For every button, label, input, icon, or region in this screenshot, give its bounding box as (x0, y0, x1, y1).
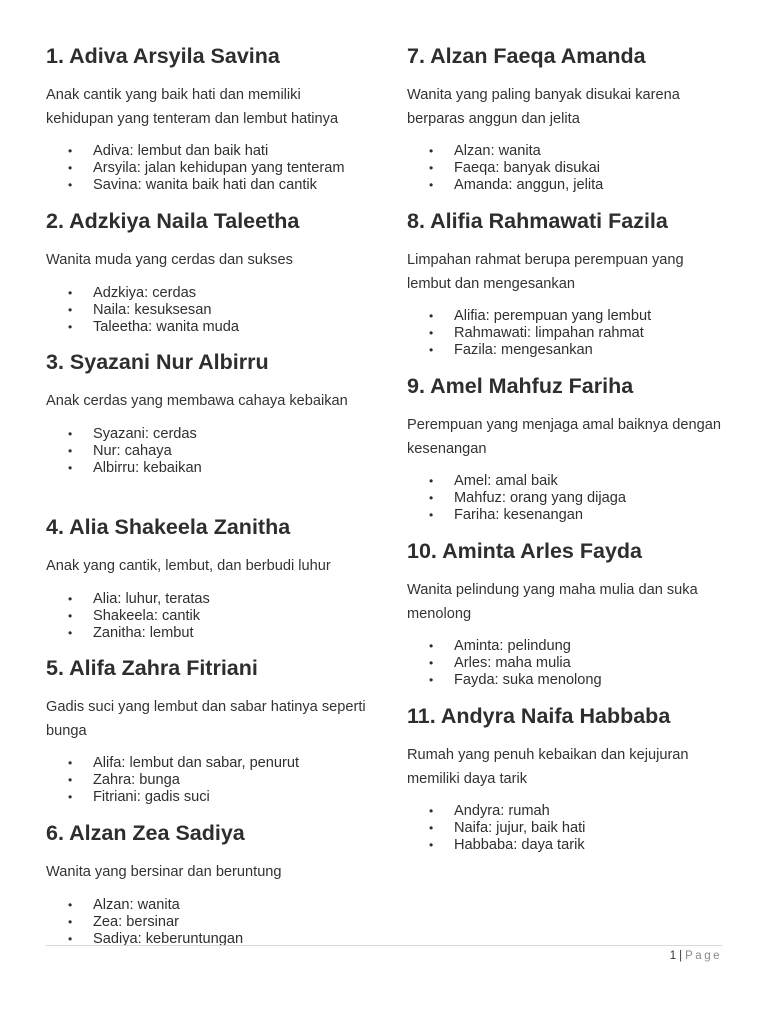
footer-divider (46, 945, 722, 946)
meaning-text: Zanitha: lembut (93, 624, 194, 641)
meaning-list (46, 285, 366, 336)
meaning-text: Fayda: suka menolong (454, 672, 602, 688)
name-entry (407, 42, 727, 194)
meaning-item (46, 319, 366, 336)
meaning-text: Fazila: mengesankan (454, 342, 593, 358)
meaning-item (46, 160, 366, 177)
meaning-text: Arsyila: jalan kehidupan yang tenteram (93, 160, 345, 176)
bullet-icon: • (429, 144, 434, 158)
entry-description: Gadis suci yang lembut dan sabar hatinya seperti bunga (46, 699, 366, 739)
page-number: 1 (669, 950, 677, 962)
meaning-item (407, 143, 727, 160)
bullet-icon: • (68, 625, 73, 640)
bullet-icon: • (68, 914, 73, 929)
name-entry (46, 42, 366, 194)
entry-description: Limpahan rahmat berupa perempuan yang lembut dan mengesankan (407, 252, 684, 292)
meaning-text: Adzkiya: cerdas (93, 284, 197, 301)
meaning-text: Zahra: bunga (93, 772, 180, 788)
entry-description: Rumah yang penuh kebaikan dan kejujuran memiliki daya tarik (407, 747, 689, 787)
entry-title: 6. Alzan Zea Sadiya (46, 821, 245, 845)
meaning-text: Nur: cahaya (93, 442, 172, 459)
meaning-item (407, 473, 727, 490)
entry-title: 3. Syazani Nur Albirru (46, 350, 269, 374)
meaning-item (46, 460, 366, 477)
page-footer (670, 948, 722, 964)
entry-title: 10. Aminta Arles Fayda (407, 539, 642, 563)
meaning-text: Mahfuz: orang yang dijaga (454, 490, 626, 506)
bullet-icon: • (68, 443, 73, 458)
meaning-item (46, 897, 366, 914)
bullet-icon: • (429, 178, 434, 192)
bullet-icon: • (68, 144, 73, 158)
bullet-icon: • (429, 656, 434, 670)
meaning-item (407, 803, 727, 820)
meaning-list (46, 897, 366, 948)
entry-title: 8. Alifia Rahmawati Fazila (407, 209, 668, 233)
meaning-item (46, 302, 366, 319)
meaning-list (46, 143, 366, 194)
meaning-item (407, 177, 727, 194)
bullet-icon: • (68, 161, 73, 175)
entry-title: 11. Andyra Naifa Habbaba (407, 704, 671, 728)
bullet-icon: • (68, 756, 73, 770)
bullet-icon: • (68, 319, 73, 334)
meaning-text: Syazani: cerdas (93, 425, 197, 442)
meaning-item (407, 507, 727, 524)
meaning-text: Rahmawati: limpahan rahmat (454, 325, 644, 341)
bullet-icon: • (68, 773, 73, 787)
meaning-text: Amel: amal baik (454, 473, 558, 489)
name-entry (407, 702, 727, 854)
meaning-item (46, 591, 366, 608)
entry-title: 4. Alia Shakeela Zanitha (46, 515, 291, 539)
meaning-list (407, 803, 727, 854)
bullet-icon: • (68, 285, 73, 300)
meaning-item (46, 426, 366, 443)
entry-title: 2. Adzkiya Naila Taleetha (46, 209, 300, 233)
name-entry (407, 207, 727, 359)
name-entry (46, 513, 366, 642)
entry-title: 9. Amel Mahfuz Fariha (407, 374, 634, 398)
meaning-text: Alzan: wanita (93, 896, 180, 913)
entry-title: 7. Alzan Faeqa Amanda (407, 44, 646, 68)
bullet-icon: • (68, 460, 73, 475)
meaning-text: Taleetha: wanita muda (93, 318, 240, 335)
entry-title: 5. Alifa Zahra Fitriani (46, 656, 258, 680)
meaning-text: Habbaba: daya tarik (454, 837, 585, 853)
meaning-text: Adiva: lembut dan baik hati (93, 143, 269, 159)
entry-description: Anak yang cantik, lembut, dan berbudi luhur (46, 558, 331, 574)
bullet-icon: • (429, 508, 434, 522)
meaning-item (407, 672, 727, 689)
meaning-item (46, 143, 366, 160)
meaning-text: Shakeela: cantik (93, 607, 201, 624)
bullet-icon: • (68, 591, 73, 606)
bullet-icon: • (429, 491, 434, 505)
meaning-text: Alifia: perempuan yang lembut (454, 308, 652, 324)
meaning-text: Andyra: rumah (454, 803, 550, 819)
bullet-icon: • (429, 343, 434, 357)
meaning-item (407, 325, 727, 342)
meaning-item (46, 755, 366, 772)
meaning-text: Albirru: kebaikan (93, 459, 202, 476)
meaning-item (46, 443, 366, 460)
bullet-icon: • (429, 309, 434, 323)
bullet-icon: • (429, 639, 434, 653)
bullet-icon: • (68, 931, 73, 946)
meaning-item (46, 914, 366, 931)
meaning-list (407, 143, 727, 194)
meaning-text: Aminta: pelindung (454, 638, 571, 654)
entry-description: Wanita muda yang cerdas dan sukses (46, 252, 293, 268)
meaning-list (46, 591, 366, 642)
name-entry (46, 207, 366, 336)
page-label: Page (685, 950, 722, 962)
meaning-text: Arles: maha mulia (454, 655, 571, 671)
meaning-item (46, 285, 366, 302)
page-separator: | (679, 950, 683, 962)
meaning-text: Alifa: lembut dan sabar, penurut (93, 755, 300, 771)
entry-description: Perempuan yang menjaga amal baiknya dengan kesenangan (407, 417, 721, 457)
entry-description: Wanita pelindung yang maha mulia dan suka menolong (407, 582, 698, 622)
name-entry (46, 819, 366, 948)
meaning-list (46, 426, 366, 477)
bullet-icon: • (68, 426, 73, 441)
bullet-icon: • (429, 673, 434, 687)
meaning-list (407, 473, 727, 524)
meaning-item (407, 638, 727, 655)
entry-description: Wanita yang bersinar dan beruntung (46, 864, 282, 880)
meaning-text: Alia: luhur, teratas (93, 590, 210, 607)
bullet-icon: • (68, 790, 73, 804)
bullet-icon: • (429, 161, 434, 175)
meaning-item (46, 177, 366, 194)
meaning-item (46, 608, 366, 625)
meaning-item (407, 342, 727, 359)
entry-description: Anak cerdas yang membawa cahaya kebaikan (46, 393, 348, 409)
meaning-text: Alzan: wanita (454, 143, 541, 159)
meaning-text: Naila: kesuksesan (93, 301, 212, 318)
name-entry (46, 654, 366, 806)
meaning-text: Fitriani: gadis suci (93, 789, 210, 805)
meaning-item (407, 308, 727, 325)
bullet-icon: • (429, 326, 434, 340)
meaning-item (407, 490, 727, 507)
meaning-text: Naifa: jujur, baik hati (454, 820, 586, 836)
entry-description: Anak cantik yang baik hati dan memiliki kehidupan yang tenteram dan lembut hatinya (46, 87, 339, 127)
meaning-text: Sadiya: keberuntungan (93, 930, 244, 947)
meaning-text: Zea: bersinar (93, 913, 179, 930)
name-entry (46, 348, 366, 477)
meaning-list (407, 308, 727, 359)
meaning-item (407, 160, 727, 177)
meaning-item (46, 789, 366, 806)
meaning-list (407, 638, 727, 689)
bullet-icon: • (68, 302, 73, 317)
bullet-icon: • (68, 178, 73, 192)
meaning-item (407, 655, 727, 672)
name-entry (407, 537, 727, 689)
bullet-icon: • (429, 804, 434, 818)
meaning-item (407, 820, 727, 837)
entry-title: 1. Adiva Arsyila Savina (46, 44, 280, 68)
meaning-item (407, 837, 727, 854)
entry-description: Wanita yang paling banyak disukai karena berparas anggun dan jelita (407, 87, 680, 127)
meaning-text: Savina: wanita baik hati dan cantik (93, 177, 317, 193)
meaning-text: Faeqa: banyak disukai (454, 160, 601, 176)
name-entry (407, 372, 727, 524)
bullet-icon: • (68, 608, 73, 623)
bullet-icon: • (429, 474, 434, 488)
bullet-icon: • (429, 838, 434, 852)
meaning-text: Amanda: anggun, jelita (454, 177, 604, 193)
bullet-icon: • (429, 821, 434, 835)
meaning-item (46, 625, 366, 642)
meaning-item (46, 772, 366, 789)
meaning-text: Fariha: kesenangan (454, 507, 583, 523)
meaning-list (46, 755, 366, 806)
bullet-icon: • (68, 897, 73, 912)
